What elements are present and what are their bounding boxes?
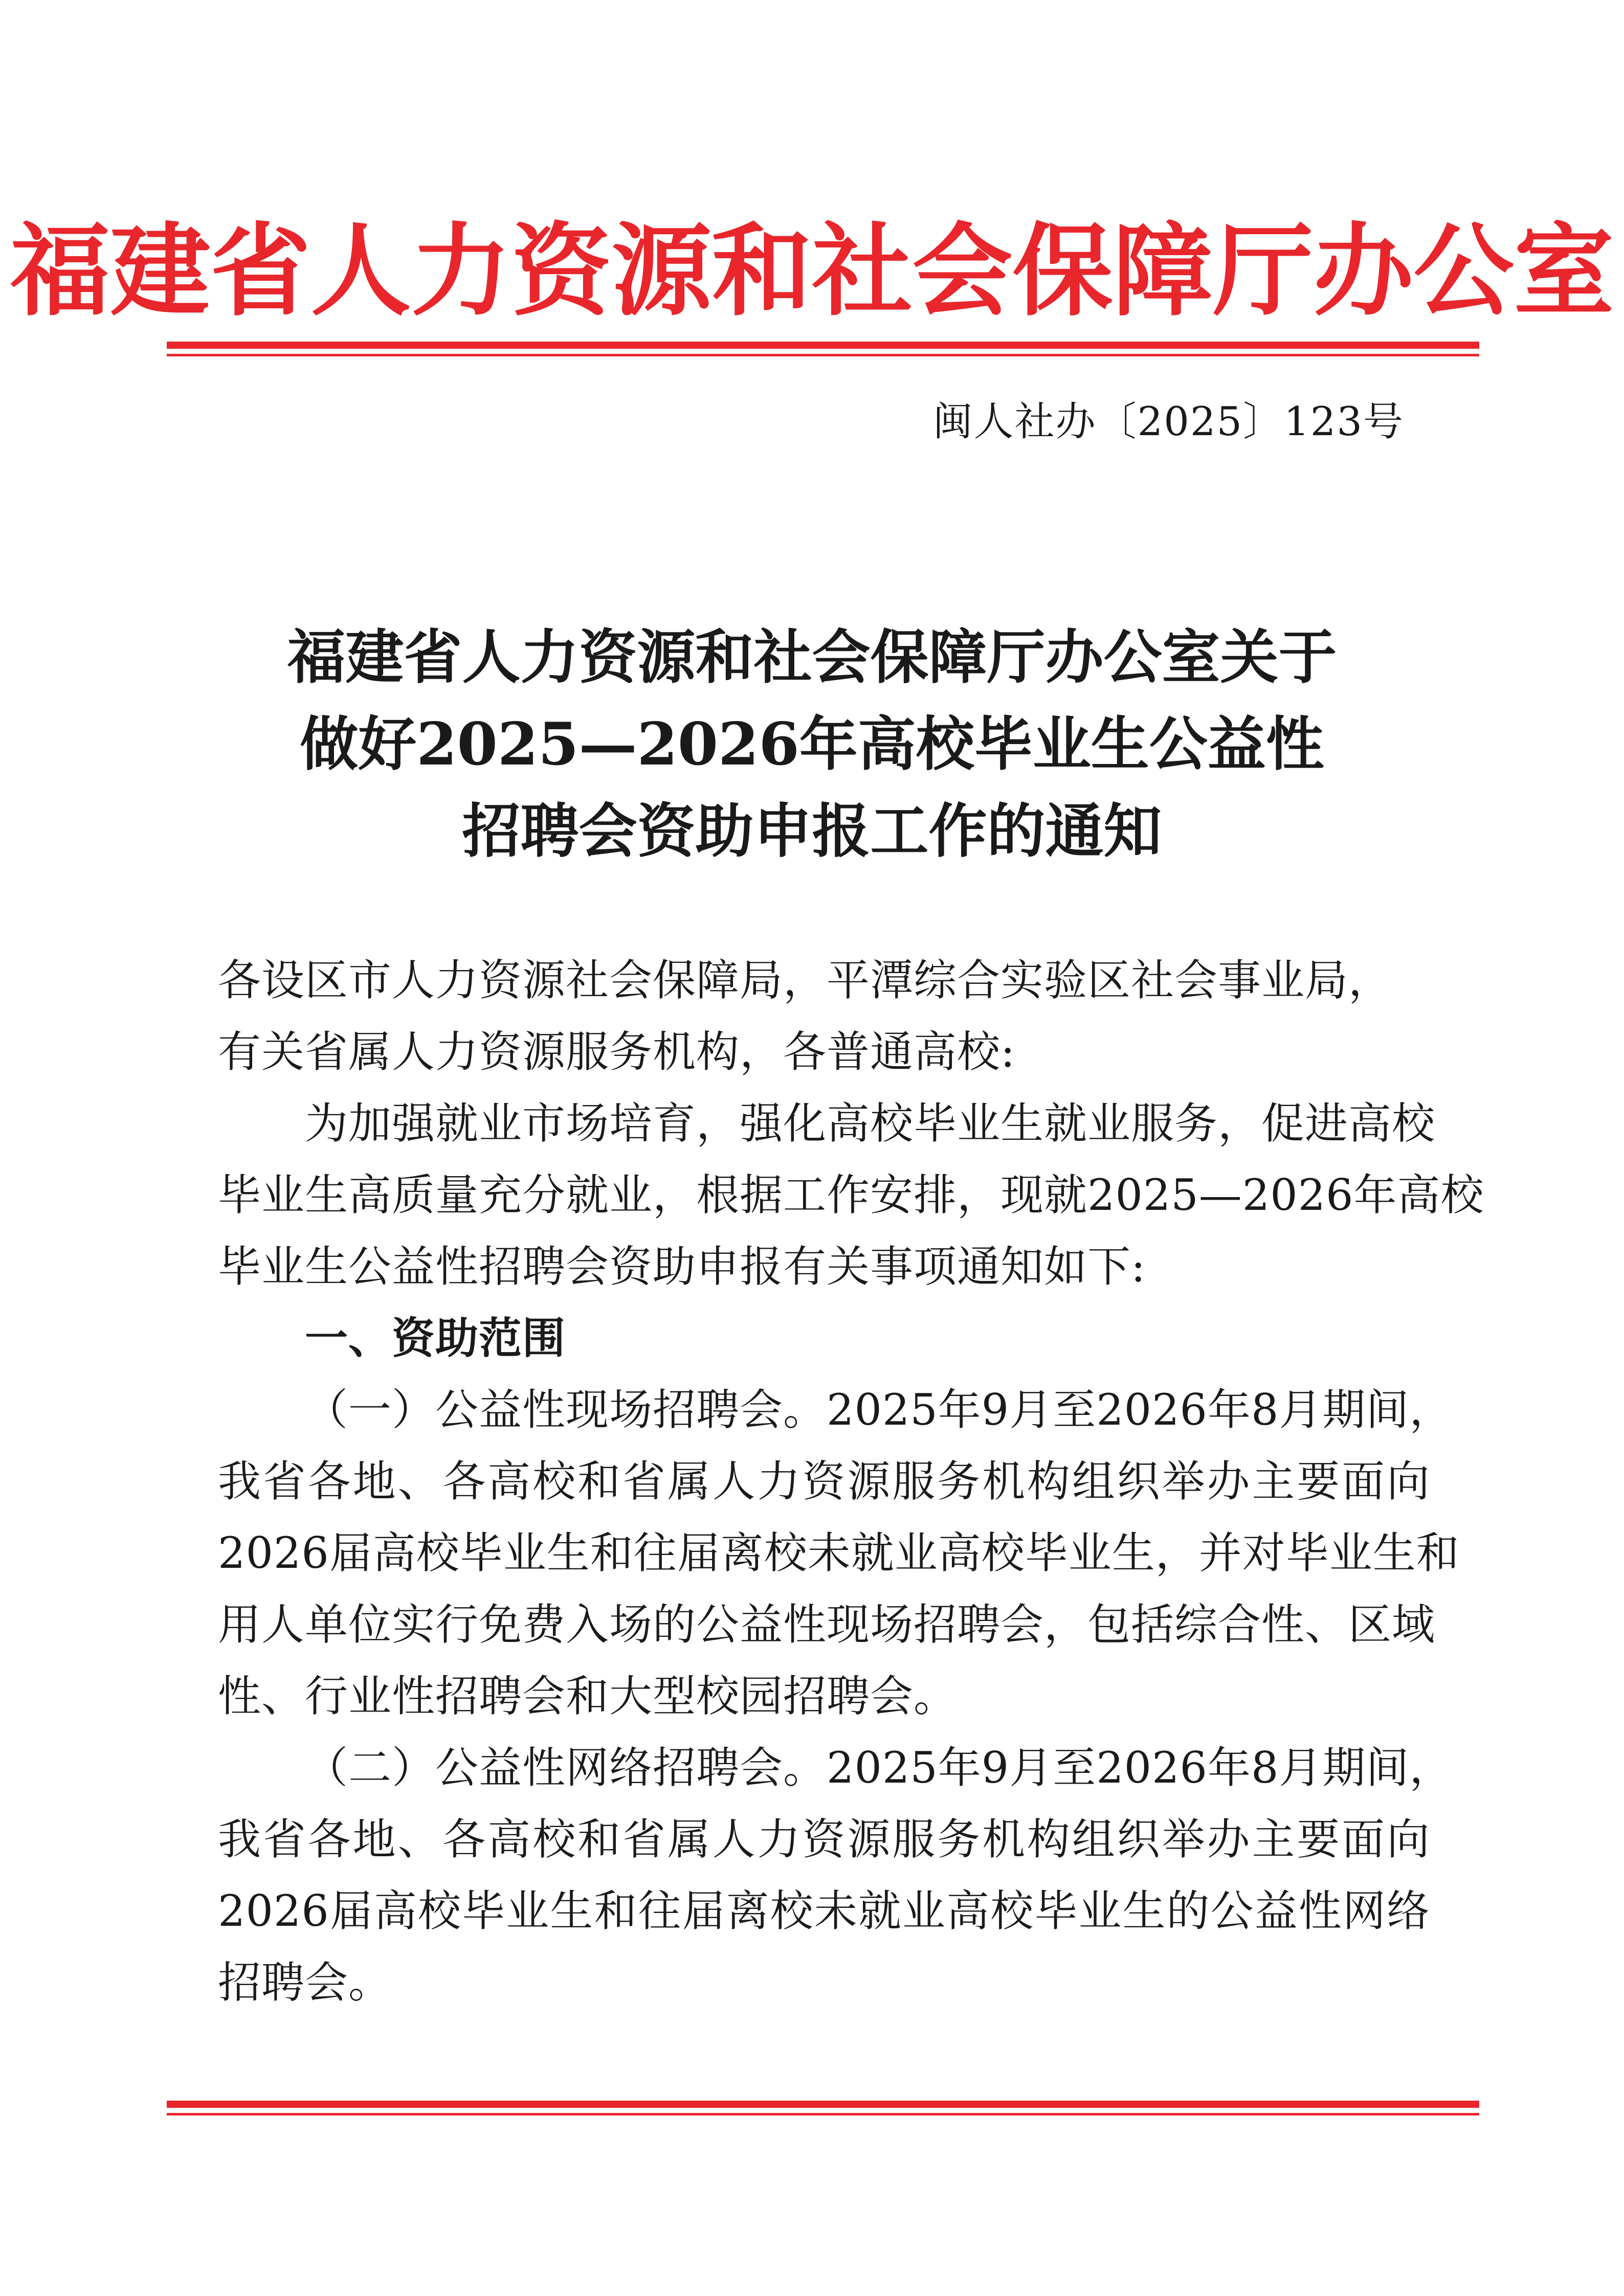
footer-red-rule-thin <box>167 2113 1479 2115</box>
document-title-line-1: 福建省人力资源和社会保障厅办公室关于 <box>287 623 1337 691</box>
document-number: 闽人社办〔2025〕123号 <box>932 399 1404 445</box>
header-red-rule-thin <box>167 354 1479 356</box>
issuing-organization-header: 福建省人力资源和社会保障厅办公室 <box>10 212 1614 330</box>
item1-line-1: （一）公益性现场招聘会。2025年9月至2026年8月期间， <box>305 1385 1453 1435</box>
item2-line-4: 招聘会。 <box>218 1957 392 2008</box>
item1-line-5: 性、行业性招聘会和大型校园招聘会。 <box>218 1671 958 1721</box>
document-title-line-3: 招聘会资助申报工作的通知 <box>462 797 1162 865</box>
intro-line-2: 毕业生高质量充分就业，根据工作安排，现就2025—2026年高校 <box>218 1170 1484 1220</box>
item2-line-2: 我省各地、各高校和省属人力资源服务机构组织举办主要面向 <box>218 1814 1430 1864</box>
intro-line-1: 为加强就业市场培育，强化高校毕业生就业服务，促进高校 <box>305 1098 1436 1149</box>
item2-line-1: （二）公益性网络招聘会。2025年9月至2026年8月期间， <box>305 1743 1453 1793</box>
section-heading-funding-scope: 一、资助范围 <box>305 1313 566 1363</box>
intro-line-3: 毕业生公益性招聘会资助申报有关事项通知如下: <box>218 1242 1146 1292</box>
item1-line-4: 用人单位实行免费入场的公益性现场招聘会，包括综合性、区域 <box>218 1600 1436 1650</box>
addressee-line-1: 各设区市人力资源社会保障局，平潭综合实验区社会事业局， <box>218 955 1392 1005</box>
item2-line-3: 2026届高校毕业生和往届离校未就业高校毕业生的公益性网络 <box>218 1886 1430 1936</box>
footer-red-rule-thick <box>167 2101 1479 2108</box>
item1-line-3: 2026届高校毕业生和往届离校未就业高校毕业生，并对毕业生和 <box>218 1528 1460 1578</box>
document-title-line-2: 做好2025—2026年高校毕业生公益性 <box>300 710 1324 778</box>
header-red-rule-thick <box>167 342 1479 349</box>
addressee-line-2: 有关省属人力资源服务机构，各普通高校: <box>218 1027 1016 1077</box>
item1-line-2: 我省各地、各高校和省属人力资源服务机构组织举办主要面向 <box>218 1456 1430 1506</box>
